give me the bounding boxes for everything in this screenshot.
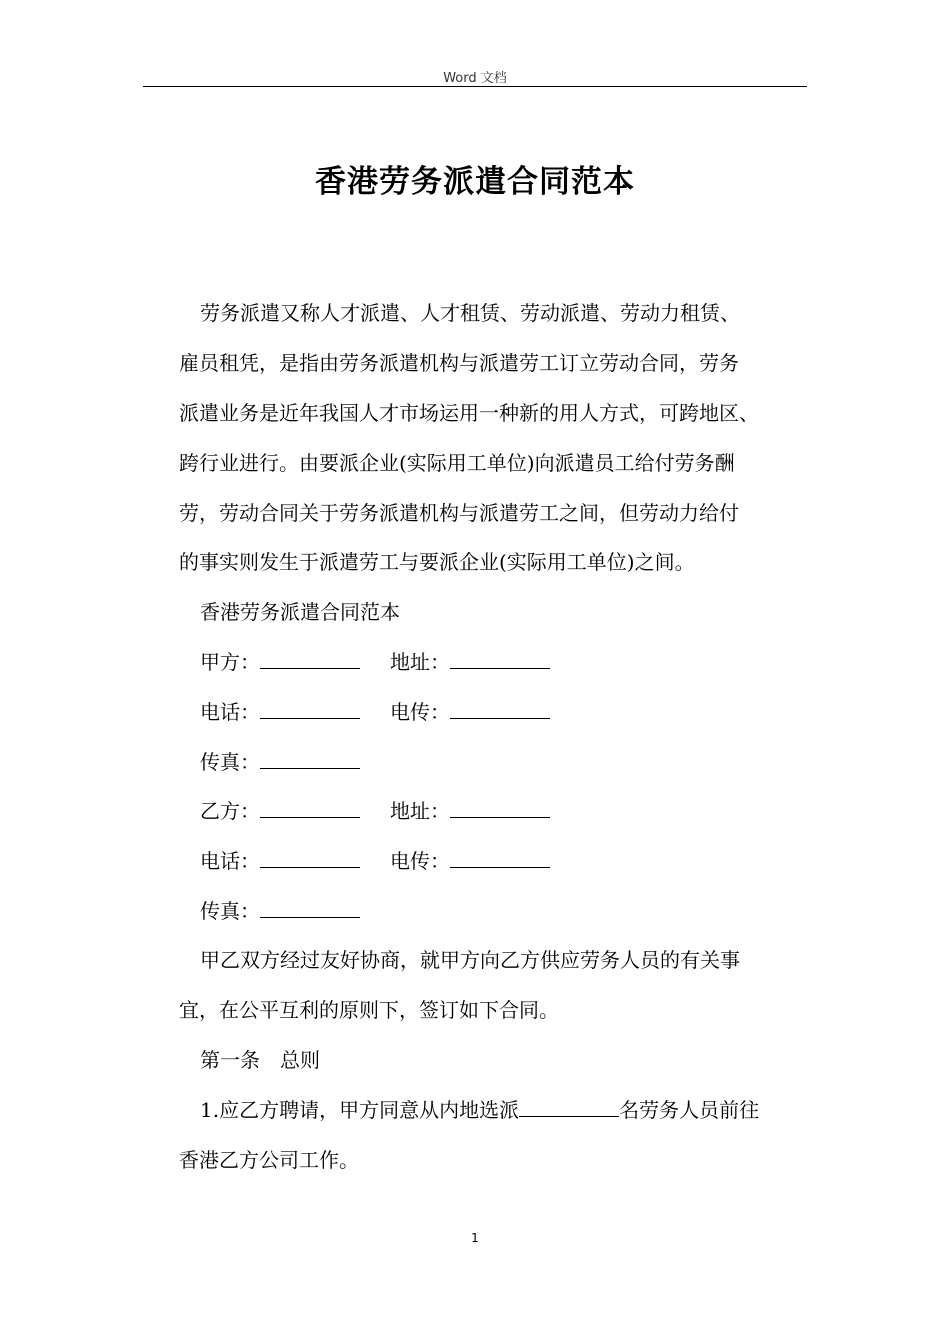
- clause-1-line-2: 香港乙方公司工作。: [179, 1148, 359, 1172]
- party-a-fax-blank: [260, 750, 360, 769]
- party-b-fax-label: 传真：: [200, 899, 260, 923]
- clause-1-line-1: [200, 1094, 759, 1123]
- party-a-address-field: [390, 646, 550, 675]
- party-a-phone-label: 电话：: [200, 700, 260, 724]
- page-number: 1: [471, 1231, 479, 1245]
- party-b-fax-blank: [260, 899, 360, 918]
- party-a-name-field: [200, 646, 360, 675]
- clause-1-text-part1: 1.应乙方聘请，甲方同意从内地选派: [200, 1098, 520, 1122]
- party-b-telex-field: [390, 845, 550, 874]
- clause-1-count-blank: [519, 1098, 619, 1117]
- party-a-telex-blank: [450, 700, 550, 719]
- document-title: 香港劳务派遣合同范本: [315, 164, 635, 200]
- party-a-phone-blank: [260, 700, 360, 719]
- party-b-telex-label: 电传：: [390, 849, 450, 873]
- subtitle: 香港劳务派遣合同范本: [200, 600, 400, 624]
- party-a-fax-label: 传真：: [200, 750, 260, 774]
- party-b-name-label: 乙方：: [200, 799, 260, 823]
- party-a-address-blank: [450, 650, 550, 669]
- party-b-address-blank: [450, 799, 550, 818]
- party-b-phone-blank: [260, 849, 360, 868]
- intro-line-6: 的事实则发生于派遣劳工与要派企业(实际用工单位)之间。: [179, 550, 695, 574]
- party-a-telex-label: 电传：: [390, 700, 450, 724]
- header-divider: [143, 86, 807, 87]
- agreement-line-2: 宜，在公平互利的原则下，签订如下合同。: [179, 998, 559, 1022]
- clause-1-text-part2: 名劳务人员前往: [619, 1098, 760, 1122]
- party-a-address-label: 地址：: [390, 650, 450, 674]
- article-one-heading: 第一条 总则: [200, 1048, 320, 1072]
- party-b-name-field: [200, 795, 360, 824]
- party-a-telex-field: [390, 696, 550, 725]
- party-b-name-blank: [260, 799, 360, 818]
- party-a-name-blank: [260, 650, 360, 669]
- party-b-telex-blank: [450, 849, 550, 868]
- party-b-address-label: 地址：: [390, 799, 450, 823]
- party-a-phone-field: [200, 696, 360, 725]
- document-header-label: Word 文档: [443, 71, 507, 86]
- intro-line-2: 雇员租凭，是指由劳务派遣机构与派遣劳工订立劳动合同，劳务: [179, 351, 739, 375]
- agreement-line-1: 甲乙双方经过友好协商，就甲方向乙方供应劳务人员的有关事: [200, 948, 740, 972]
- intro-line-5: 劳，劳动合同关于劳务派遣机构与派遣劳工之间，但劳动力给付: [179, 501, 739, 525]
- party-b-phone-label: 电话：: [200, 849, 260, 873]
- party-a-name-label: 甲方：: [200, 650, 260, 674]
- intro-line-4: 跨行业进行。由要派企业(实际用工单位)向派遣员工给付劳务酬: [179, 451, 735, 475]
- party-b-fax-field: [200, 895, 360, 924]
- party-b-phone-field: [200, 845, 360, 874]
- intro-line-3: 派遣业务是近年我国人才市场运用一种新的用人方式，可跨地区、: [179, 401, 759, 425]
- intro-line-1: 劳务派遣又称人才派遣、人才租赁、劳动派遣、劳动力租赁、: [200, 301, 740, 325]
- party-a-fax-field: [200, 746, 360, 775]
- party-b-address-field: [390, 795, 550, 824]
